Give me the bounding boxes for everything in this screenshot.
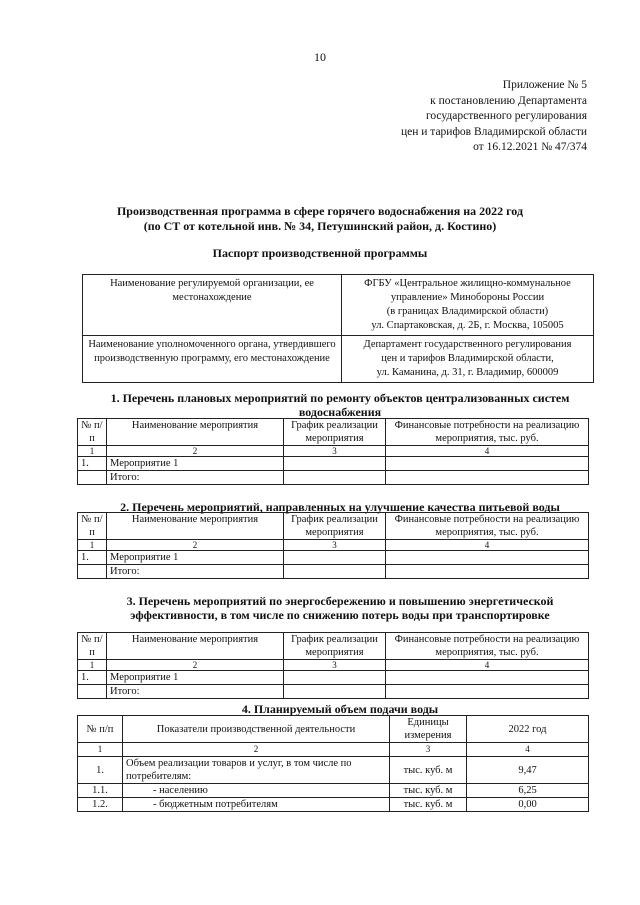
passport-title: Паспорт производственной программы xyxy=(212,246,428,260)
appendix-line: Приложение № 5 xyxy=(502,79,587,91)
total-label: Итого: xyxy=(107,471,284,485)
col-number: 2 xyxy=(107,660,284,671)
row-number: 1. xyxy=(78,457,107,471)
table-row xyxy=(78,798,589,812)
row-number xyxy=(78,565,107,579)
row-number: 1. xyxy=(78,551,107,565)
table-header-row xyxy=(78,419,589,446)
passport-row xyxy=(83,275,594,336)
passport-table xyxy=(82,274,594,383)
section1-title xyxy=(60,391,620,419)
section2-title: 2. Перечень мероприятий, направленных на улучшение качества питьевой воды xyxy=(120,500,560,514)
table-row xyxy=(78,551,589,565)
appendix-line: от 16.12.2021 № 47/374 xyxy=(473,141,587,153)
col-name-header: Наименование мероприятия xyxy=(107,419,284,446)
total-row xyxy=(78,471,589,485)
col-number: 3 xyxy=(390,743,467,757)
row-finance xyxy=(386,457,589,471)
col-number: 1 xyxy=(78,540,107,551)
passport-label: Наименование уполномоченного органа, утвердившего производственную программу, его местонахождение xyxy=(83,336,342,383)
section-title-line: 1. Перечень плановых мероприятий по ремонту объектов централизованных систем xyxy=(110,391,570,405)
total-row xyxy=(78,685,589,699)
row-schedule xyxy=(284,685,386,699)
total-label: Итого: xyxy=(107,565,284,579)
row-schedule xyxy=(284,551,386,565)
row-indicator: - населению xyxy=(123,784,390,798)
passport-value-line: Департамент государственного регулирования xyxy=(363,339,572,350)
section-title-line: водоснабжения xyxy=(298,405,382,419)
col-indicator-header: Показатели производственной деятельности xyxy=(123,716,390,743)
col-number: 1 xyxy=(78,743,123,757)
row-finance xyxy=(386,671,589,685)
row-finance xyxy=(386,565,589,579)
row-schedule xyxy=(284,457,386,471)
passport-value-line: цен и тарифов Владимирской области, xyxy=(381,353,554,364)
row-unit: тыс. куб. м xyxy=(390,784,467,798)
appendix-line: цен и тарифов Владимирской области xyxy=(400,125,587,138)
col-number: 3 xyxy=(284,660,386,671)
col-schedule-header: График реализации мероприятия xyxy=(284,633,386,660)
col-number: 2 xyxy=(123,743,390,757)
col-number: 3 xyxy=(284,540,386,551)
col-number: 4 xyxy=(467,743,589,757)
passport-value-line: (в границах Владимирской области) xyxy=(386,306,549,317)
section3-title xyxy=(60,594,620,622)
col-finance-header: Финансовые потребности на реализацию мероприятия, тыс. руб. xyxy=(386,419,589,446)
page-number: 10 xyxy=(314,50,326,64)
col-number: 3 xyxy=(284,446,386,457)
row-number xyxy=(78,471,107,485)
row-name: Мероприятие 1 xyxy=(107,457,284,471)
table-row xyxy=(78,784,589,798)
section4-table xyxy=(77,715,589,812)
table-row xyxy=(78,671,589,685)
col-number: 4 xyxy=(386,540,589,551)
col-number: 2 xyxy=(107,540,284,551)
table-row xyxy=(78,757,589,784)
row-number: 1.2. xyxy=(78,798,123,812)
table-row xyxy=(78,457,589,471)
row-number: 1. xyxy=(78,757,123,784)
row-schedule xyxy=(284,671,386,685)
document-title xyxy=(0,204,640,234)
title-line: Производственная программа в сфере горячего водоснабжения на 2022 год xyxy=(116,204,524,218)
passport-label: Наименование регулируемой организации, ее местонахождение xyxy=(83,275,342,336)
row-number xyxy=(78,685,107,699)
section-title-line: эффективности, в том числе по снижению потерь воды при транспортировке xyxy=(130,608,550,622)
col-number: 1 xyxy=(78,446,107,457)
row-finance xyxy=(386,471,589,485)
col-unit-header: Единицы измерения xyxy=(390,716,467,743)
col-no-header: № п/п xyxy=(78,419,107,446)
title-line: (по СТ от котельной инв. № 34, Петушинский район, д. Костино) xyxy=(143,219,497,233)
col-finance-header: Финансовые потребности на реализацию мероприятия, тыс. руб. xyxy=(386,513,589,540)
row-name: Мероприятие 1 xyxy=(107,671,284,685)
column-number-row xyxy=(78,446,589,457)
col-schedule-header: График реализации мероприятия xyxy=(284,513,386,540)
column-number-row xyxy=(78,743,589,757)
table-header-row xyxy=(78,633,589,660)
row-unit: тыс. куб. м xyxy=(390,798,467,812)
total-row xyxy=(78,565,589,579)
row-value: 9,47 xyxy=(467,757,589,784)
col-number: 2 xyxy=(107,446,284,457)
col-no-header: № п/п xyxy=(78,716,123,743)
row-indicator: - бюджетным потребителям xyxy=(123,798,390,812)
row-value: 6,25 xyxy=(467,784,589,798)
appendix-line: государственного регулирования xyxy=(425,110,587,122)
table-header-row xyxy=(78,716,589,743)
row-name: Мероприятие 1 xyxy=(107,551,284,565)
section1-table xyxy=(77,418,589,485)
column-number-row xyxy=(78,540,589,551)
passport-value-line: управление» Минобороны России xyxy=(390,292,545,303)
row-unit: тыс. куб. м xyxy=(390,757,467,784)
appendix-line: к постановлению Департамента xyxy=(430,94,587,107)
col-finance-header: Финансовые потребности на реализацию мероприятия, тыс. руб. xyxy=(386,633,589,660)
row-finance xyxy=(386,551,589,565)
row-number: 1.1. xyxy=(78,784,123,798)
section2-table xyxy=(77,512,589,579)
col-name-header: Наименование мероприятия xyxy=(107,633,284,660)
row-finance xyxy=(386,685,589,699)
passport-value-line: ул. Каманина, д. 31, г. Владимир, 600009 xyxy=(376,367,559,378)
col-name-header: Наименование мероприятия xyxy=(107,513,284,540)
row-schedule xyxy=(284,471,386,485)
section3-table xyxy=(77,632,589,699)
column-number-row xyxy=(78,660,589,671)
row-indicator: Объем реализации товаров и услуг, в том числе по потребителям: xyxy=(123,757,390,784)
table-header-row xyxy=(78,513,589,540)
row-schedule xyxy=(284,565,386,579)
appendix-header xyxy=(401,78,587,156)
total-label: Итого: xyxy=(107,685,284,699)
passport-value xyxy=(342,275,594,336)
col-no-header: № п/п xyxy=(78,633,107,660)
col-number: 4 xyxy=(386,660,589,671)
row-number: 1. xyxy=(78,671,107,685)
col-no-header: № п/п xyxy=(78,513,107,540)
col-year-header: 2022 год xyxy=(467,716,589,743)
row-value: 0,00 xyxy=(467,798,589,812)
passport-row xyxy=(83,336,594,383)
col-number: 1 xyxy=(78,660,107,671)
col-schedule-header: График реализации мероприятия xyxy=(284,419,386,446)
section4-title: 4. Планируемый объем подачи воды xyxy=(241,702,439,716)
col-number: 4 xyxy=(386,446,589,457)
passport-value-line: ул. Спартаковская, д. 2Б, г. Москва, 105005 xyxy=(371,320,564,331)
passport-value xyxy=(342,336,594,383)
section-title-line: 3. Перечень мероприятий по энергосбережению и повышению энергетической xyxy=(126,594,554,608)
passport-value-line: ФГБУ «Центральное жилищно-коммунальное xyxy=(364,278,571,289)
